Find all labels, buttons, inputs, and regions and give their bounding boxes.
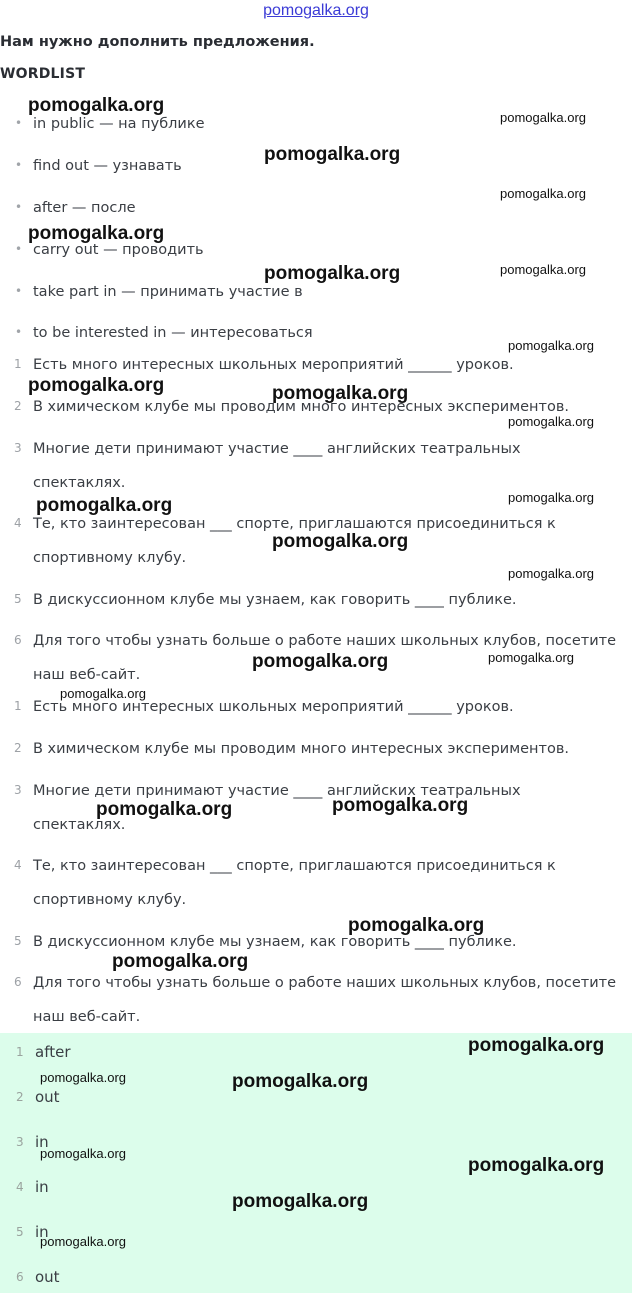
sentence-text: наш веб-сайт. [33,667,141,683]
watermark: pomogalka.org [232,1191,369,1212]
sentence-number: 1 [14,699,22,713]
sentence-text: Многие дети принимают участие ____ английских театральных [33,441,521,457]
sentence-text: Для того чтобы узнать больше о работе наших школьных клубов, посетите [33,633,617,649]
sentence-number: 2 [14,741,22,755]
sentence-text: Для того чтобы узнать больше о работе наших школьных клубов, посетите [33,975,617,991]
watermark: pomogalka.org [264,144,401,165]
sentence-text: В химическом клубе мы проводим много интересных экспериментов. [33,741,570,757]
watermark: pomogalka.org [272,531,409,552]
watermark: pomogalka.org [468,1155,605,1176]
watermark: pomogalka.org [272,383,409,404]
wordlist-item-text: find out — узнавать [33,158,182,174]
watermark: pomogalka.org [488,650,574,665]
wordlist-item-text: after — после [33,200,136,216]
bullet-icon: • [15,242,23,256]
watermark: pomogalka.org [500,262,586,277]
watermark: pomogalka.org [28,223,165,244]
answer-text: out [35,1268,60,1286]
answer-number: 2 [16,1090,24,1104]
sentence-number: 6 [14,975,22,989]
watermark: pomogalka.org [28,375,165,396]
sentence-number: 2 [14,399,22,413]
sentence-text: Есть много интересных школьных мероприятий ______ уроков. [33,699,514,715]
watermark: pomogalka.org [232,1071,369,1092]
sentence-text: спектаклях. [33,475,126,491]
answer-text: after [35,1043,71,1061]
answer-text: in [35,1133,49,1151]
sentence-text: Многие дети принимают участие ____ английских театральных [33,783,521,799]
sentence-text: Те, кто заинтересован ___ спорте, приглашаются присоединиться к [33,858,556,874]
bullet-icon: • [15,325,23,339]
answer-item [0,1268,632,1290]
watermark: pomogalka.org [264,263,401,284]
wordlist-item-text: in public — на публике [33,116,205,132]
watermark: pomogalka.org [36,495,173,516]
watermark: pomogalka.org [508,566,594,581]
sentence-text: спортивному клубу. [33,892,187,908]
wordlist-item-text: take part in — принимать участие в [33,284,303,300]
sentence-text: спектаклях. [33,817,126,833]
watermark: pomogalka.org [508,338,594,353]
sentence-text: Есть много интересных школьных мероприятий ______ уроков. [33,357,514,373]
wordlist-item-text: to be interested in — интересоваться [33,325,313,341]
sentence-number: 4 [14,516,22,530]
answer-number: 5 [16,1225,24,1239]
watermark: pomogalka.org [40,1234,126,1249]
watermark: pomogalka.org [332,795,469,816]
site-watermark-link[interactable]: pomogalka.org [263,2,369,19]
sentence-text: В дискуссионном клубе мы узнаем, как говорить ____ публике. [33,592,517,608]
watermark: pomogalka.org [40,1146,126,1161]
watermark: pomogalka.org [252,651,389,672]
wordlist-title: WORDLIST [0,66,86,82]
sentence-text: В химическом клубе мы проводим много интересных экспериментов. [33,399,570,415]
sentence-number: 5 [14,934,22,948]
answer-number: 1 [16,1045,24,1059]
bullet-icon: • [15,200,23,214]
sentence-number: 3 [14,783,22,797]
watermark: pomogalka.org [40,1070,126,1085]
task-intro: Нам нужно дополнить предложения. [0,34,315,50]
sentence-text: Те, кто заинтересован ___ спорте, приглашаются присоединиться к [33,516,556,532]
watermark: pomogalka.org [500,186,586,201]
watermark: pomogalka.org [96,799,233,820]
answer-number: 4 [16,1180,24,1194]
bullet-icon: • [15,116,23,130]
watermark: pomogalka.org [112,951,249,972]
watermark: pomogalka.org [348,915,485,936]
sentence-number: 3 [14,441,22,455]
answer-text: in [35,1223,49,1241]
bullet-icon: • [15,158,23,172]
wordlist-item-text: carry out — проводить [33,242,204,258]
watermark: pomogalka.org [500,110,586,125]
sentence-text: В дискуссионном клубе мы узнаем, как говорить ____ публике. [33,934,517,950]
sentence-number: 1 [14,357,22,371]
sentence-number: 6 [14,633,22,647]
answer-text: out [35,1088,60,1106]
sentence-number: 5 [14,592,22,606]
watermark: pomogalka.org [508,490,594,505]
sentence-text: наш веб-сайт. [33,1009,141,1025]
watermark: pomogalka.org [60,686,146,701]
sentence-number: 4 [14,858,22,872]
watermark: pomogalka.org [28,95,165,116]
watermark: pomogalka.org [508,414,594,429]
sentence-text: спортивному клубу. [33,550,187,566]
answer-number: 3 [16,1135,24,1149]
answer-number: 6 [16,1270,24,1284]
watermark: pomogalka.org [468,1035,605,1056]
bullet-icon: • [15,284,23,298]
answer-text: in [35,1178,49,1196]
